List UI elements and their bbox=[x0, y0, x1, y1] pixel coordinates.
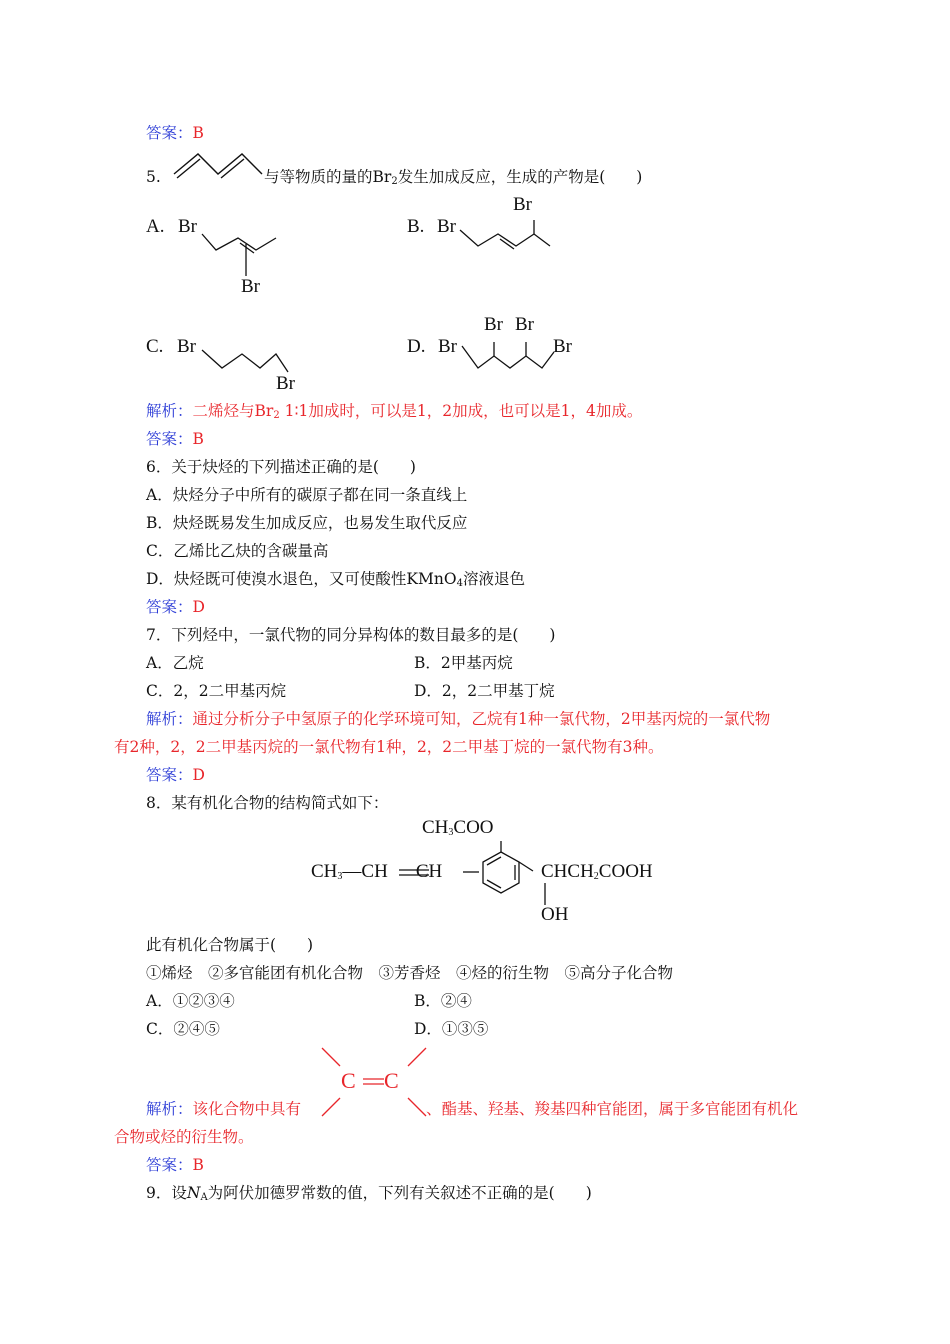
group-text: CH bbox=[422, 817, 449, 838]
q7-answer bbox=[146, 764, 205, 786]
stem-text: 9．设 bbox=[146, 1184, 187, 1202]
q5-stem bbox=[264, 166, 642, 188]
answer-value: B bbox=[192, 430, 204, 448]
q6-option-c: C．乙烯比乙炔的含碳量高 bbox=[146, 542, 329, 560]
br-label: Br bbox=[484, 314, 503, 335]
answer-value: B bbox=[192, 1156, 204, 1174]
q5-answer bbox=[146, 428, 204, 450]
br-label: Br bbox=[553, 336, 572, 357]
chain-text: CH bbox=[415, 861, 443, 882]
q4-answer bbox=[146, 122, 204, 144]
q8-answer bbox=[146, 1154, 204, 1176]
q7-option-d: D．2，2二甲基丁烷 bbox=[414, 682, 555, 700]
q8-structure bbox=[395, 835, 545, 925]
analysis-sub: 2 bbox=[273, 410, 280, 421]
q5-stem-sub: 2 bbox=[391, 176, 398, 187]
answer-label: 答案： bbox=[146, 430, 193, 448]
option-text: D．炔烃既可使溴水退色，又可使酸性KMnO bbox=[146, 570, 457, 588]
q8-choices: ①烯烃 ②多官能团有机化合物 ③芳香烃 ④烃的衍生物 ⑤高分子化合物 bbox=[146, 964, 674, 982]
q5-option-a-label: A. bbox=[146, 216, 165, 237]
carbon-atom: C bbox=[341, 1068, 356, 1093]
q5-option-d-label: D. bbox=[407, 336, 426, 357]
analysis-text-after: 1∶1加成时，可以是1，2加成，也可以是1，4加成。 bbox=[279, 402, 643, 420]
answer-label: 答案： bbox=[146, 124, 193, 142]
analysis-label: 解析： bbox=[146, 710, 193, 728]
q8-option-b: B．②④ bbox=[414, 992, 472, 1010]
br-label: Br bbox=[438, 336, 457, 357]
q5-option-b-label: B. bbox=[407, 216, 425, 237]
answer-label: 答案： bbox=[146, 766, 193, 784]
cc-double-bond-structure bbox=[318, 1044, 430, 1120]
option-text-after: 溶液退色 bbox=[462, 570, 525, 588]
br-label: Br bbox=[276, 373, 295, 394]
diene-structure bbox=[172, 150, 264, 180]
na-symbol: N bbox=[186, 1184, 201, 1202]
analysis-text: 该化合物中具有 bbox=[192, 1100, 302, 1118]
group-sub: 3 bbox=[448, 827, 454, 838]
q9-stem bbox=[146, 1182, 592, 1204]
analysis-text: 通过分析分子中氢原子的化学环境可知，乙烷有1种一氯代物，2甲基丙烷的一氯代物 bbox=[192, 710, 771, 728]
q5-option-b-structure bbox=[456, 214, 546, 264]
q7-option-a: A．乙烷 bbox=[146, 654, 204, 672]
chain-sub: 3 bbox=[337, 871, 343, 882]
answer-label: 答案： bbox=[146, 598, 193, 616]
q7-stem: 7．下列烃中，一氯代物的同分异构体的数目最多的是( ) bbox=[146, 626, 556, 644]
analysis-label: 解析： bbox=[146, 402, 193, 420]
answer-label: 答案： bbox=[146, 1156, 193, 1174]
q5-option-d-structure bbox=[458, 336, 558, 376]
q8-analysis-after: 、酯基、羟基、羧基四种官能团，属于多官能团有机化 bbox=[426, 1100, 799, 1118]
q8-option-a: A．①②③④ bbox=[146, 992, 235, 1010]
group-text-after: COO bbox=[453, 817, 494, 838]
q7-analysis bbox=[146, 708, 770, 730]
option-sub: 4 bbox=[456, 578, 463, 589]
q6-answer bbox=[146, 596, 205, 618]
q6-option-b: B．炔烃既易发生加成反应，也易发生取代反应 bbox=[146, 514, 468, 532]
q5-stem-text: 与等物质的量的Br bbox=[264, 168, 392, 186]
q8-analysis bbox=[146, 1098, 301, 1120]
q5-option-c-label: C. bbox=[146, 336, 164, 357]
br-label: Br bbox=[515, 314, 534, 335]
q6-stem: 6．关于炔烃的下列描述正确的是( ) bbox=[146, 458, 416, 476]
answer-value: B bbox=[192, 124, 204, 142]
chain-text: —CH bbox=[342, 861, 388, 882]
q8-analysis-line2: 合物或烃的衍生物。 bbox=[114, 1128, 254, 1146]
stem-text-after: 为阿伏加德罗常数的值，下列有关叙述不正确的是( ) bbox=[207, 1184, 592, 1202]
br-label: Br bbox=[178, 216, 197, 237]
q5-number: 5. bbox=[146, 168, 161, 186]
br-label: Br bbox=[177, 336, 196, 357]
br-label: Br bbox=[513, 194, 532, 215]
br-label: Br bbox=[437, 216, 456, 237]
q5-option-c-structure bbox=[196, 344, 286, 380]
right-chain bbox=[541, 861, 653, 883]
answer-value: D bbox=[192, 598, 205, 616]
q8-option-c: C．②④⑤ bbox=[146, 1020, 220, 1038]
q8-stem: 8．某有机化合物的结构简式如下： bbox=[146, 794, 389, 812]
chain-sub: 2 bbox=[593, 871, 599, 882]
q8-option-d: D．①③⑤ bbox=[414, 1020, 489, 1038]
chain-text: CH bbox=[311, 861, 338, 882]
answer-value: D bbox=[192, 766, 205, 784]
q8-sub-stem: 此有机化合物属于( ) bbox=[146, 936, 314, 954]
q7-option-b: B．2甲基丙烷 bbox=[414, 654, 513, 672]
q7-analysis-line2: 有2种，2，2二甲基丙烷的一氯代物有1种，2，2二甲基丁烷的一氯代物有3种。 bbox=[114, 738, 664, 756]
q5-option-a-structure bbox=[196, 226, 286, 276]
chain-text: CHCH bbox=[541, 861, 594, 882]
q7-option-c: C．2，2二甲基丙烷 bbox=[146, 682, 287, 700]
q6-option-d bbox=[146, 568, 525, 590]
q5-analysis bbox=[146, 400, 642, 422]
na-sub: A bbox=[200, 1192, 208, 1203]
q5-stem-text-after: 发生加成反应，生成的产物是( ) bbox=[397, 168, 643, 186]
carbon-atom: C bbox=[384, 1068, 399, 1093]
chain-text: COOH bbox=[598, 861, 653, 882]
oh-group: OH bbox=[541, 904, 569, 925]
br-label: Br bbox=[241, 276, 260, 297]
analysis-text: 二烯烃与Br bbox=[192, 402, 274, 420]
analysis-label: 解析： bbox=[146, 1100, 193, 1118]
q6-option-a: A．炔烃分子中所有的碳原子都在同一条直线上 bbox=[146, 486, 468, 504]
